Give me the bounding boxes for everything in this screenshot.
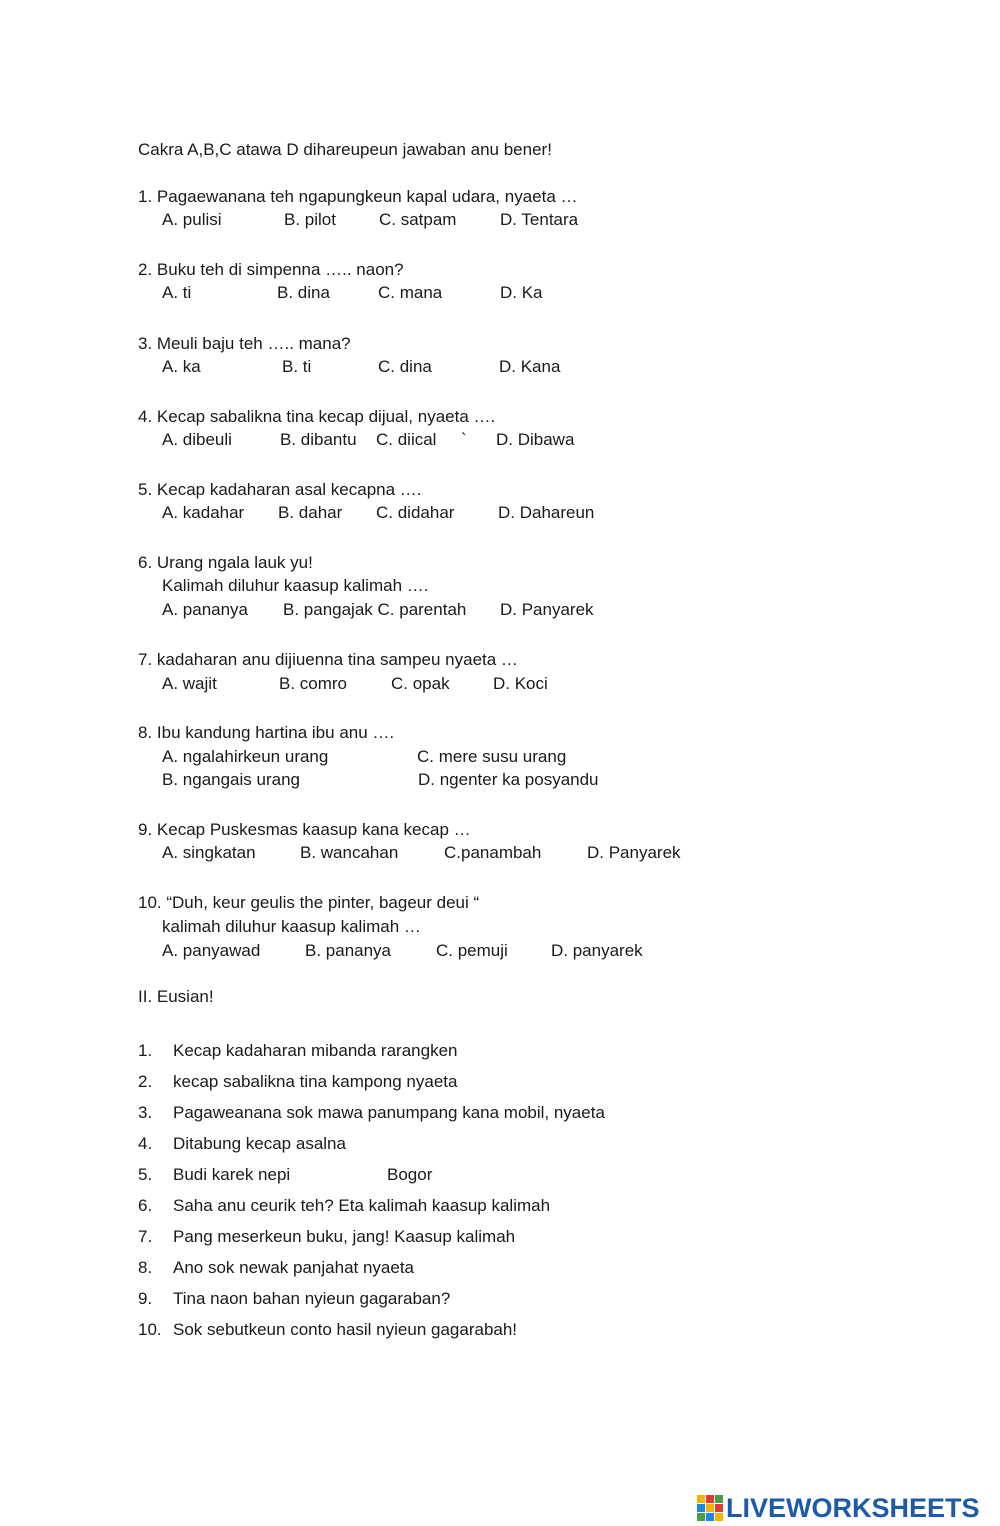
- question-stem: 4. Kecap sabalikna tina kecap dijual, nyaeta ….: [138, 407, 496, 426]
- question-stem: 5. Kecap kadaharan asal kecapna ….: [138, 480, 422, 499]
- item-text: kecap sabalikna tina kampong nyaeta: [173, 1072, 458, 1091]
- option-d[interactable]: D. Dibawa: [496, 430, 575, 449]
- option-c[interactable]: C.panambah: [444, 843, 542, 862]
- item-number: 10.: [138, 1320, 162, 1339]
- item-number: 5.: [138, 1165, 153, 1184]
- option-b[interactable]: B. comro: [279, 674, 348, 693]
- item-number: 3.: [138, 1103, 153, 1122]
- option-a[interactable]: A. pananya: [162, 600, 249, 619]
- option-c[interactable]: C. satpam: [379, 210, 457, 229]
- item-number: 2.: [138, 1072, 153, 1091]
- item-number: 8.: [138, 1258, 153, 1277]
- option-c[interactable]: C. diical: [376, 430, 437, 449]
- item-number: 4.: [138, 1134, 153, 1153]
- item-text: Ano sok newak panjahat nyaeta: [173, 1258, 415, 1277]
- logo-text: LIVEWORKSHEETS: [726, 1492, 980, 1523]
- option-b[interactable]: B. pilot: [284, 210, 336, 229]
- option-b[interactable]: B. dahar: [278, 503, 343, 522]
- item-text: Ditabung kecap asalna: [173, 1134, 346, 1153]
- item-text: Budi karek nepi: [173, 1165, 291, 1184]
- option-d[interactable]: D. ngenter ka posyandu: [418, 770, 599, 789]
- option-d[interactable]: D. Panyarek: [587, 843, 681, 862]
- option-c[interactable]: C. didahar: [376, 503, 455, 522]
- option-a[interactable]: A. singkatan: [162, 843, 256, 862]
- option-d[interactable]: D. Dahareun: [498, 503, 595, 522]
- option-b[interactable]: B. ti: [282, 357, 312, 376]
- liveworksheets-logo[interactable]: [697, 1490, 980, 1526]
- option-c[interactable]: C. opak: [391, 674, 450, 693]
- option-b[interactable]: B. wancahan: [300, 843, 399, 862]
- option-d[interactable]: D. Tentara: [500, 210, 579, 229]
- item-text: Tina naon bahan nyieun gagaraban?: [173, 1289, 451, 1308]
- item-text: Saha anu ceurik teh? Eta kalimah kaasup kalimah: [173, 1196, 551, 1215]
- question-stem: 8. Ibu kandung hartina ibu anu ….: [138, 723, 395, 742]
- item-number: 7.: [138, 1227, 153, 1246]
- stray-backtick: `: [461, 430, 467, 449]
- option-b-c[interactable]: B. pangajak C. parentah: [283, 600, 467, 619]
- option-a[interactable]: A. wajit: [162, 674, 217, 693]
- option-d[interactable]: D. Panyarek: [500, 600, 594, 619]
- option-c[interactable]: C. mana: [378, 283, 443, 302]
- option-a[interactable]: A. ka: [162, 357, 201, 376]
- instruction-text: Cakra A,B,C atawa D dihareupeun jawaban anu bener!: [138, 140, 552, 159]
- option-c[interactable]: C. dina: [378, 357, 432, 376]
- question-stem: 2. Buku teh di simpenna ….. naon?: [138, 260, 404, 279]
- question-stem: 1. Pagaewanana teh ngapungkeun kapal udara, nyaeta …: [138, 187, 578, 206]
- item-text: Sok sebutkeun conto hasil nyieun gagarabah!: [173, 1320, 518, 1339]
- section-heading: II. Eusian!: [138, 987, 214, 1006]
- question-stem: 6. Urang ngala lauk yu!: [138, 553, 313, 572]
- option-d[interactable]: D. Kana: [499, 357, 561, 376]
- option-d[interactable]: D. panyarek: [551, 941, 643, 960]
- option-a[interactable]: A. kadahar: [162, 503, 245, 522]
- option-b[interactable]: B. ngangais urang: [162, 770, 300, 789]
- item-text: Pang meserkeun buku, jang! Kaasup kalimah: [173, 1227, 516, 1246]
- option-d[interactable]: D. Ka: [500, 283, 543, 302]
- question-stem: 9. Kecap Puskesmas kaasup kana kecap …: [138, 820, 471, 839]
- item-text: Kecap kadaharan mibanda rarangken: [173, 1041, 458, 1060]
- item-number: 1.: [138, 1041, 153, 1060]
- option-d[interactable]: D. Koci: [493, 674, 548, 693]
- option-a[interactable]: A. ngalahirkeun urang: [162, 747, 329, 766]
- option-c[interactable]: C. mere susu urang: [417, 747, 567, 766]
- option-a[interactable]: A. pulisi: [162, 210, 222, 229]
- question-stem: 3. Meuli baju teh ….. mana?: [138, 334, 351, 353]
- question-stem-line2: kalimah diluhur kaasup kalimah …: [162, 917, 421, 936]
- item-text: Pagaweanana sok mawa panumpang kana mobil, nyaeta: [173, 1103, 605, 1122]
- item-number: 9.: [138, 1289, 153, 1308]
- logo-grid-icon: [697, 1495, 723, 1521]
- option-a[interactable]: A. panyawad: [162, 941, 261, 960]
- question-stem: 10. “Duh, keur geulis the pinter, bageur deui “: [138, 893, 480, 912]
- option-a[interactable]: A. dibeuli: [162, 430, 232, 449]
- option-a[interactable]: A. ti: [162, 283, 192, 302]
- option-b[interactable]: B. dina: [277, 283, 330, 302]
- item-text-extra: Bogor: [387, 1165, 433, 1184]
- question-stem: 7. kadaharan anu dijiuenna tina sampeu nyaeta …: [138, 650, 518, 669]
- option-b[interactable]: B. pananya: [305, 941, 392, 960]
- question-stem-line2: Kalimah diluhur kaasup kalimah ….: [162, 576, 429, 595]
- option-c[interactable]: C. pemuji: [436, 941, 508, 960]
- item-number: 6.: [138, 1196, 153, 1215]
- option-b[interactable]: B. dibantu: [280, 430, 357, 449]
